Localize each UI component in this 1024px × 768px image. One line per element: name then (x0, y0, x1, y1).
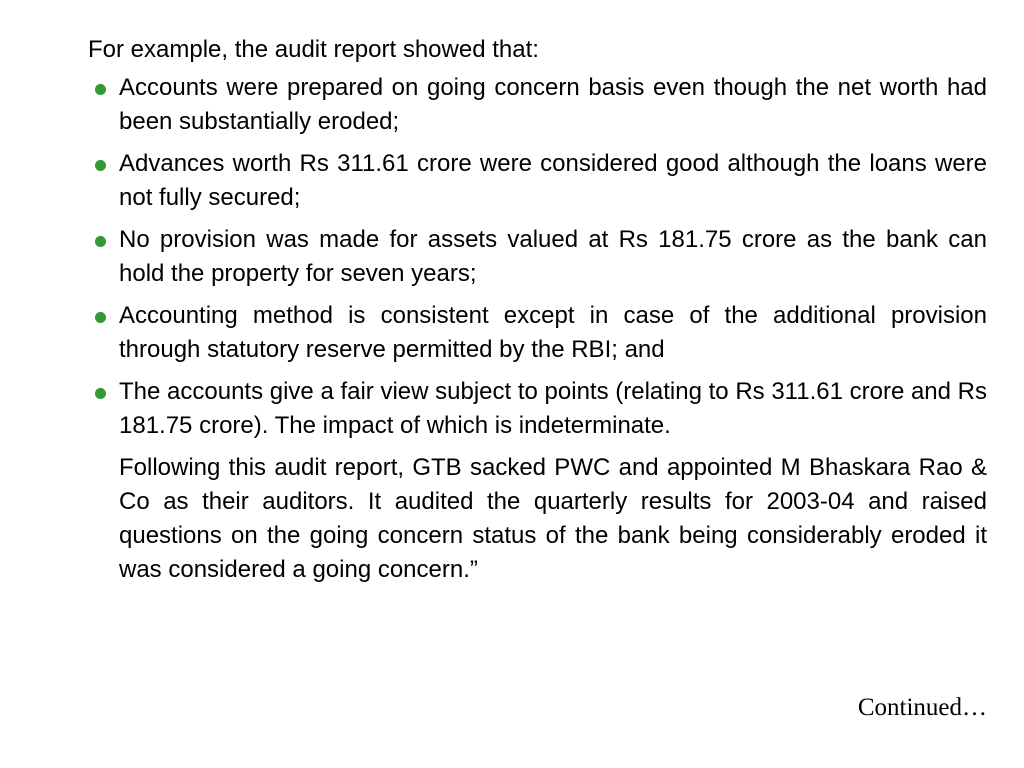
bullet-list (119, 71, 987, 587)
continued-label: Continued… (857, 694, 987, 721)
bullet-dot-icon (95, 312, 106, 323)
intro-text: For example, the audit report showed that: (88, 36, 539, 63)
bullet-text: Accounts were prepared on going concern basis even though the net worth had been substantially eroded; (119, 74, 987, 135)
bullet-dot-icon (95, 388, 106, 399)
bullet-dot-icon (95, 236, 106, 247)
bullet-text: The accounts give a fair view subject to points (relating to Rs 311.61 crore and Rs 181.75 crore). The impact of which is indeterminate. (119, 378, 987, 439)
list-item (119, 223, 987, 291)
bullet-text: Advances worth Rs 311.61 crore were considered good although the loans were not fully secured; (119, 150, 987, 211)
bullet-text: Accounting method is consistent except in case of the additional provision through statutory reserve permitted by the RBI; and (119, 302, 987, 363)
body-paragraph: Following this audit report, GTB sacked PWC and appointed M Bhaskara Rao & Co as their auditors. It audited the quarterly results for 2003-04 and raised questions on the going concern status of the bank being considerably eroded it was considered a going concern.” (119, 454, 987, 583)
list-item (119, 375, 987, 443)
bullet-text: No provision was made for assets valued at Rs 181.75 crore as the bank can hold the property for seven years; (119, 226, 987, 287)
list-item (119, 299, 987, 367)
list-item (119, 147, 987, 215)
bullet-dot-icon (95, 84, 106, 95)
list-item (119, 71, 987, 139)
bullet-dot-icon (95, 160, 106, 171)
